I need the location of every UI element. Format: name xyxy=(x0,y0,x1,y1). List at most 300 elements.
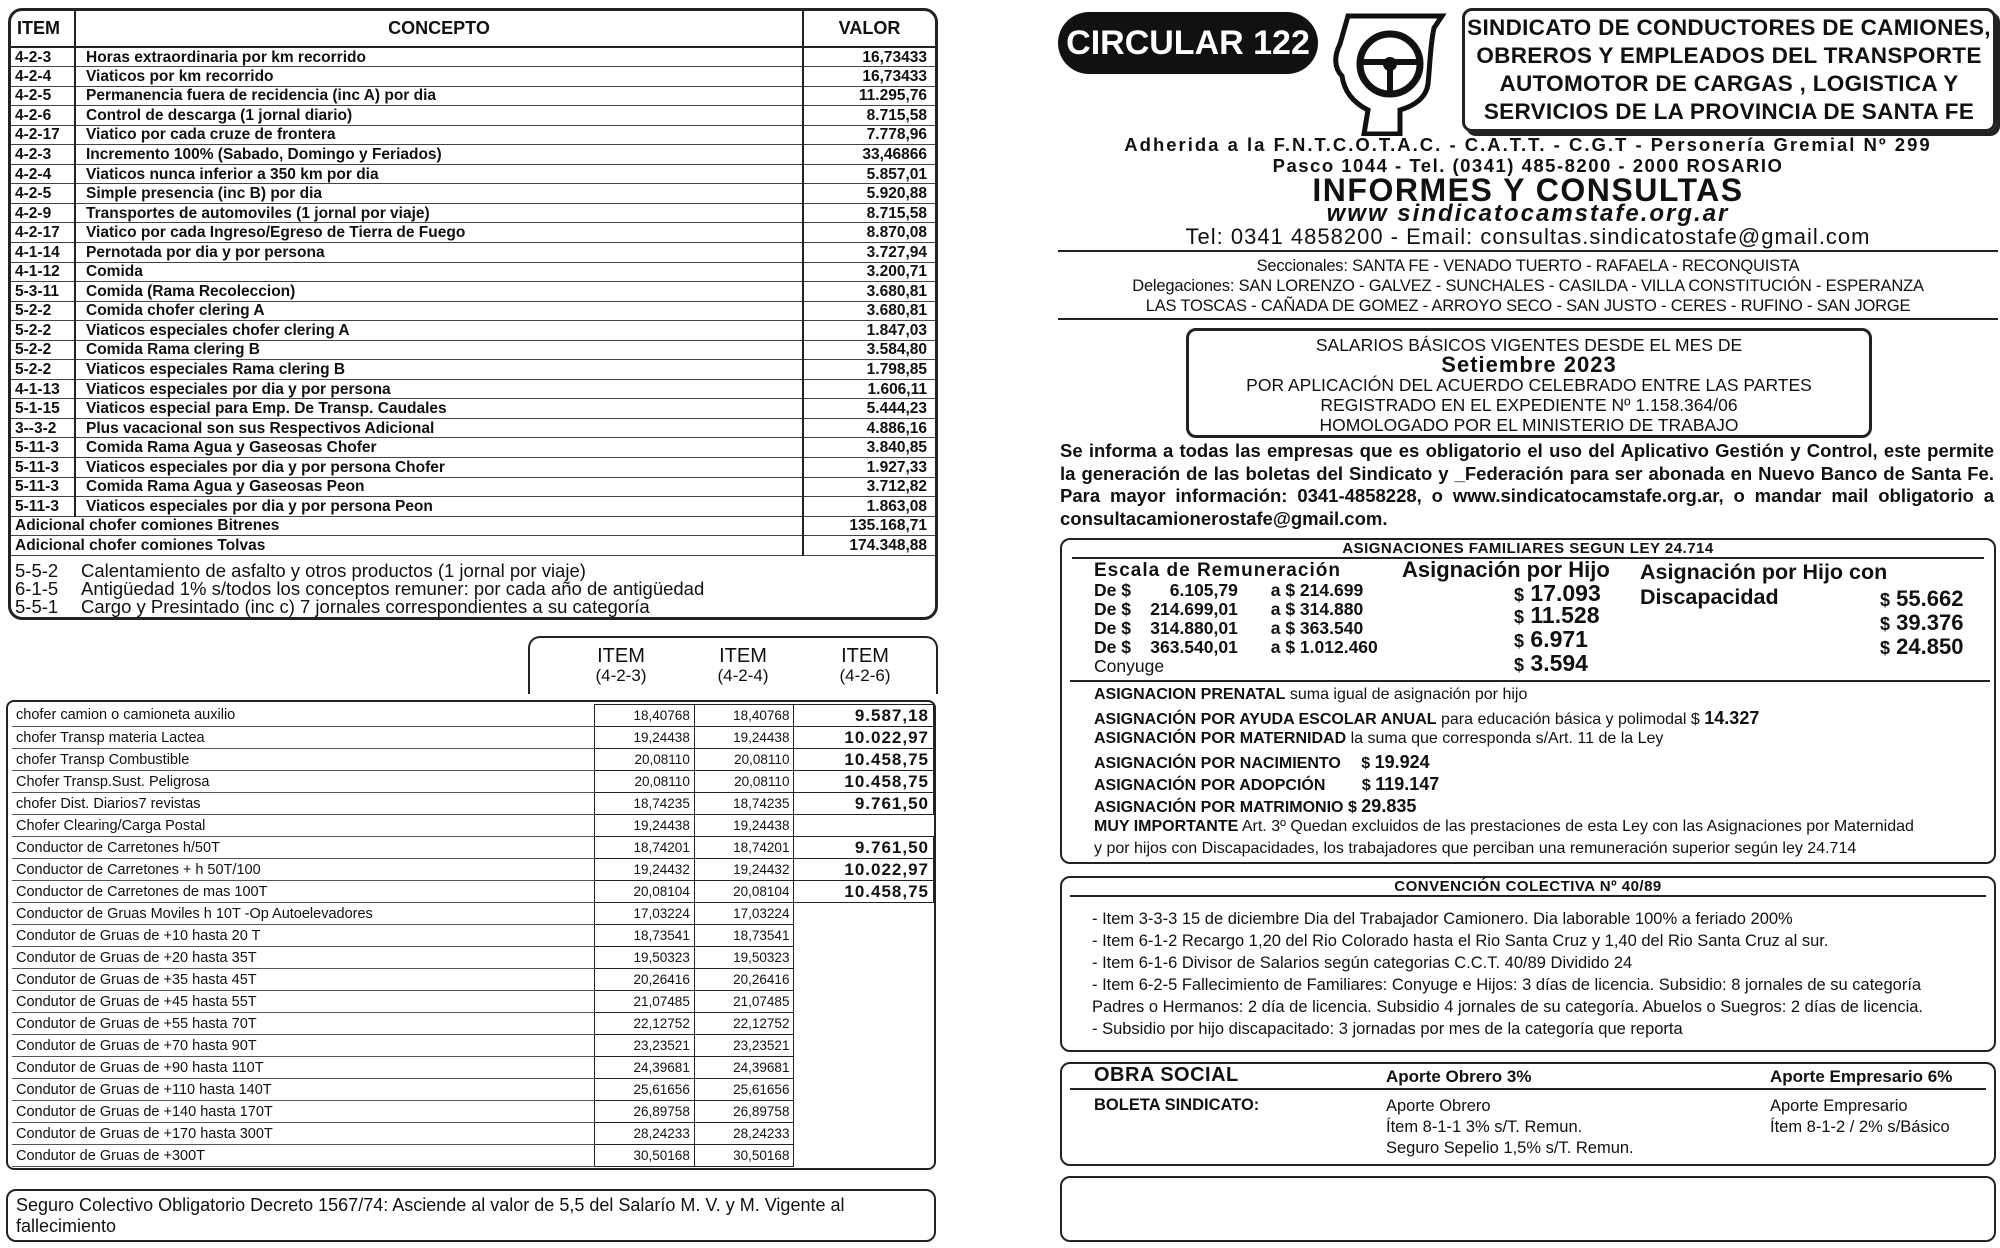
item-concepto: Viaticos especiales por dia y por persona xyxy=(75,379,803,399)
wage-category: Condutor de Gruas de +70 hasta 90T xyxy=(12,1035,595,1057)
wage-4-2-3: 20,08110 xyxy=(595,771,695,793)
wage-4-2-4: 18,73541 xyxy=(694,925,794,947)
convencion-box xyxy=(1060,876,1996,1052)
wage-category: Condutor de Gruas de +55 hasta 70T xyxy=(12,1013,595,1035)
wage-4-2-4: 30,50168 xyxy=(694,1145,794,1167)
wage-row xyxy=(12,947,934,969)
importante-line-2: y por hijos con Discapacidades, los trabajadores que perciban una remuneración superior según ley 24.714 xyxy=(1094,840,1857,857)
wage-row xyxy=(12,903,934,925)
discapacidad-amount: $ 39.376 xyxy=(1880,610,1964,635)
wage-4-2-6 xyxy=(794,1035,934,1057)
note-text: Cargo y Presintado (inc c) 7 jornales correspondientes a su categoría xyxy=(81,595,650,617)
wage-row xyxy=(12,837,934,859)
wage-category: Chofer Transp.Sust. Peligrosa xyxy=(12,771,595,793)
wage-4-2-6: 10.022,97 xyxy=(794,727,934,749)
item-concepto: Viaticos especiales chofer clering A xyxy=(75,321,803,341)
wage-4-2-4: 20,08104 xyxy=(694,881,794,903)
wage-4-2-6 xyxy=(794,991,934,1013)
divider xyxy=(1058,318,1998,320)
escala-label: Escala de Remuneración xyxy=(1094,560,1341,581)
wage-4-2-3: 25,61656 xyxy=(595,1079,695,1101)
wage-row xyxy=(12,1145,934,1167)
discapacidad-amount: $ 55.662 xyxy=(1880,586,1964,611)
obrero-line: Seguro Sepelio 1,5% s/T. Remun. xyxy=(1386,1139,1634,1157)
wage-4-2-3: 20,08104 xyxy=(595,881,695,903)
hijo-amount: $ 6.971 xyxy=(1514,626,1588,652)
wage-4-2-3: 26,89758 xyxy=(595,1101,695,1123)
convencion-line: - Item 6-2-5 Fallecimiento de Familiares: Conyuge e Hijos: 3 días de licencia. Subsidio: 8 jornales de su categoría xyxy=(1092,976,1922,994)
wage-4-2-4: 24,39681 xyxy=(694,1057,794,1079)
wage-4-2-4: 19,24438 xyxy=(694,727,794,749)
wage-row xyxy=(12,991,934,1013)
item-concepto: Comida chofer clering A xyxy=(75,301,803,321)
table-row xyxy=(11,497,935,517)
item-code: 5-11-3 xyxy=(11,497,75,517)
matrimonio-line: ASIGNACIÓN POR MATRIMONIO $ 29.835 xyxy=(1094,796,1417,816)
importante-line: MUY IMPORTANTE Art. 3º Quedan excluidos de las prestaciones de esta Ley con las Asignaciones por Maternidad xyxy=(1094,818,1914,835)
item-code: 4-2-5 xyxy=(11,184,75,204)
table-row xyxy=(11,379,935,399)
wage-row xyxy=(12,771,934,793)
empresario-lines xyxy=(1770,1096,1950,1138)
item-concepto: Viaticos especiales por dia y por persona Peon xyxy=(75,497,803,517)
wage-4-2-3: 19,24438 xyxy=(595,815,695,837)
item-code: 5-2-2 xyxy=(11,321,75,341)
note-code: 5-5-2 xyxy=(15,559,59,581)
item-code: 5-2-2 xyxy=(11,340,75,360)
col-header-4-2-6 xyxy=(839,646,890,686)
wage-category: Condutor de Gruas de +140 hasta 170T xyxy=(12,1101,595,1123)
wage-row xyxy=(12,1035,934,1057)
item-valor: 16,73433 xyxy=(803,47,935,67)
wage-4-2-4: 26,89758 xyxy=(694,1101,794,1123)
item-code: 5-2-2 xyxy=(11,301,75,321)
asignaciones-box xyxy=(1060,538,1996,864)
item-concepto: Incremento 100% (Sabado, Domingo y Feriados) xyxy=(75,145,803,165)
item-valor: 3.680,81 xyxy=(803,282,935,302)
convencion-title: CONVENCIÓN COLECTIVA Nº 40/89 xyxy=(1070,878,1986,897)
wage-category: Condutor de Gruas de +45 hasta 55T xyxy=(12,991,595,1013)
delegaciones-line: LAS TOSCAS - CAÑADA DE GOMEZ - ARROYO SECO - SAN JUSTO - CERES - RUFINO - SAN JORGE xyxy=(1145,297,1911,315)
item-valor: 11.295,76 xyxy=(803,86,935,106)
wage-4-2-4: 18,74201 xyxy=(694,837,794,859)
item-code: 5-11-3 xyxy=(11,477,75,497)
item-valor: 7.778,96 xyxy=(803,125,935,145)
item-concepto: Comida (Rama Recoleccion) xyxy=(75,282,803,302)
col-header-label: ITEM xyxy=(719,645,767,667)
wage-4-2-3: 18,74235 xyxy=(595,793,695,815)
item-concepto: Viaticos por km recorrido xyxy=(75,67,803,87)
wage-4-2-3: 20,26416 xyxy=(595,969,695,991)
item-concepto: Simple presencia (inc B) por dia xyxy=(75,184,803,204)
table-row xyxy=(11,125,935,145)
item-concepto: Adicional chofer comiones Tolvas xyxy=(11,536,803,556)
item-valor: 8.870,08 xyxy=(803,223,935,243)
wage-category: Conductor de Gruas Moviles h 10T -Op Autoelevadores xyxy=(12,903,595,925)
item-concepto: Comida Rama Agua y Gaseosas Peon xyxy=(75,477,803,497)
seguro-note: Seguro Colectivo Obligatorio Decreto 1567/74: Asciende al valor de 5,5 del Salarío M. V. y M. Vigente al fallecimiento xyxy=(6,1189,936,1242)
wage-row xyxy=(12,1057,934,1079)
item-code: 4-2-17 xyxy=(11,125,75,145)
wage-4-2-3: 21,07485 xyxy=(595,991,695,1013)
table-row xyxy=(11,457,935,477)
aporte-obrero-head: Aporte Obrero 3% xyxy=(1386,1067,1532,1086)
item-concepto: Adicional chofer comiones Bitrenes xyxy=(11,516,803,536)
table-row xyxy=(11,203,935,223)
wage-4-2-3: 18,74201 xyxy=(595,837,695,859)
item-code: 5-3-11 xyxy=(11,282,75,302)
table-row xyxy=(11,86,935,106)
wage-category: Condutor de Gruas de +300T xyxy=(12,1145,595,1167)
table-row xyxy=(11,223,935,243)
header-valor: VALOR xyxy=(803,11,935,47)
wage-4-2-3: 20,08110 xyxy=(595,749,695,771)
items-table-box xyxy=(8,8,938,620)
obra-social-title: OBRA SOCIAL xyxy=(1094,1064,1239,1086)
wage-4-2-4: 20,08110 xyxy=(694,749,794,771)
item-code: 3--3-2 xyxy=(11,418,75,438)
steering-wheel-logo-icon xyxy=(1330,6,1450,136)
wage-category: Condutor de Gruas de +35 hasta 45T xyxy=(12,969,595,991)
note-text: Antigüedad 1% s/todos los conceptos remuner: por cada año de antigüedad xyxy=(81,577,705,599)
table-row xyxy=(11,242,935,262)
item-code: 4-2-9 xyxy=(11,203,75,223)
wage-4-2-6: 10.458,75 xyxy=(794,881,934,903)
item-code: 5-1-15 xyxy=(11,399,75,419)
item-valor: 1.863,08 xyxy=(803,497,935,517)
item-code: 4-2-3 xyxy=(11,145,75,165)
table-row xyxy=(11,516,935,536)
divider xyxy=(1058,250,1998,252)
wage-4-2-6: 10.022,97 xyxy=(794,859,934,881)
wage-4-2-4: 18,40768 xyxy=(694,705,794,727)
item-concepto: Viaticos especial para Emp. De Transp. Caudales xyxy=(75,399,803,419)
hijo-amount: $ 11.528 xyxy=(1514,602,1600,628)
wage-category: Conductor de Carretones h/50T xyxy=(12,837,595,859)
hijo-amount: $ 17.093 xyxy=(1514,580,1601,606)
wage-row xyxy=(12,705,934,727)
header-concepto: CONCEPTO xyxy=(75,11,803,47)
divider xyxy=(1070,680,1990,682)
table-row xyxy=(11,360,935,380)
table-row xyxy=(11,145,935,165)
col-header-label: ITEM xyxy=(597,645,645,667)
note-text: Calentamiento de asfalto y otros productos (1 jornal por viaje) xyxy=(81,559,586,581)
nacimiento-line: ASIGNACIÓN POR NACIMIENTO $ 19.924 xyxy=(1094,752,1430,772)
wage-4-2-4: 19,24438 xyxy=(694,815,794,837)
item-code: 4-2-4 xyxy=(11,164,75,184)
table-row xyxy=(11,184,935,204)
wage-category: Conductor de Carretones + h 50T/100 xyxy=(12,859,595,881)
item-concepto: Comida Rama clering B xyxy=(75,340,803,360)
items-body xyxy=(11,47,935,555)
wage-4-2-6 xyxy=(794,1123,934,1145)
table-row xyxy=(11,438,935,458)
wage-4-2-4: 23,23521 xyxy=(694,1035,794,1057)
item-concepto: Horas extraordinaria por km recorrido xyxy=(75,47,803,67)
wage-4-2-3: 22,12752 xyxy=(595,1013,695,1035)
maternidad-line: ASIGNACIÓN POR MATERNIDAD la suma que corresponda s/Art. 11 de la Ley xyxy=(1094,730,1664,747)
wage-row xyxy=(12,969,934,991)
wage-4-2-6 xyxy=(794,903,934,925)
wage-4-2-4: 20,26416 xyxy=(694,969,794,991)
item-valor: 33,46866 xyxy=(803,145,935,165)
wage-category: Condutor de Gruas de +90 hasta 110T xyxy=(12,1057,595,1079)
item-valor: 3.727,94 xyxy=(803,242,935,262)
wage-4-2-4: 22,12752 xyxy=(694,1013,794,1035)
salarios-line: SALARIOS BÁSICOS VIGENTES DESDE EL MES DE xyxy=(1315,335,1743,355)
wage-4-2-3: 30,50168 xyxy=(595,1145,695,1167)
item-valor: 8.715,58 xyxy=(803,203,935,223)
table-row xyxy=(11,536,935,556)
item-concepto: Transportes de automoviles (1 jornal por viaje) xyxy=(75,203,803,223)
salarios-line: HOMOLOGADO POR EL MINISTERIO DE TRABAJO xyxy=(1319,415,1739,435)
item-concepto: Pernotada por dia y por persona xyxy=(75,242,803,262)
item-valor: 1.606,11 xyxy=(803,379,935,399)
informa-paragraph: Se informa a todas las empresas que es obligatorio el uso del Aplicativo Gestión y Control, este permite la generación de las boletas del Sindicato y _Federación para ser abonada en Nuevo Banco de Santa Fe. Para mayor información: 0341-4858228, o www.sindicatocamstafe.org.ar, o mandar mail obligatorio a consultacamionerostafe@gmail.com. xyxy=(1060,440,1994,529)
item-valor: 8.715,58 xyxy=(803,106,935,126)
wage-4-2-4: 19,50323 xyxy=(694,947,794,969)
item-code: 5-11-3 xyxy=(11,457,75,477)
scale-row: De $ 314.880,01 a $ 363.540 xyxy=(1094,618,1364,638)
wage-4-2-6: 9.587,18 xyxy=(794,705,934,727)
wage-row xyxy=(12,859,934,881)
wage-category: chofer Dist. Diarios7 revistas xyxy=(12,793,595,815)
obrero-line: Ítem 8-1-1 3% s/T. Remun. xyxy=(1386,1118,1583,1136)
table-row xyxy=(11,301,935,321)
wage-row xyxy=(12,1123,934,1145)
item-valor: 135.168,71 xyxy=(803,516,935,536)
header-item: ITEM xyxy=(11,11,75,47)
wage-4-2-3: 23,23521 xyxy=(595,1035,695,1057)
table-row xyxy=(11,47,935,67)
wage-4-2-4: 18,74235 xyxy=(694,793,794,815)
note-row xyxy=(15,595,931,617)
adherida-line: Adherida a la F.N.T.C.O.T.A.C. - C.A.T.T. - C.G.T - Personería Gremial Nº 299 xyxy=(1124,134,1932,155)
wage-category: chofer Transp Combustible xyxy=(12,749,595,771)
col-header-sub: (4-2-3) xyxy=(595,666,647,685)
item-concepto: Viaticos especiales Rama clering B xyxy=(75,360,803,380)
wages-column-headers xyxy=(528,636,938,694)
empresario-line: Aporte Empresario xyxy=(1770,1097,1908,1115)
wage-row xyxy=(12,815,934,837)
item-concepto: Viaticos especiales por dia y por persona Chofer xyxy=(75,457,803,477)
table-row xyxy=(11,321,935,341)
col-header-sub: (4-2-4) xyxy=(717,666,769,685)
item-code: 4-1-14 xyxy=(11,242,75,262)
wage-4-2-4: 28,24233 xyxy=(694,1123,794,1145)
wage-4-2-3: 18,73541 xyxy=(595,925,695,947)
item-valor: 1.798,85 xyxy=(803,360,935,380)
note-code: 6-1-5 xyxy=(15,577,59,599)
table-row xyxy=(11,418,935,438)
item-concepto: Plus vacacional son sus Respectivos Adicional xyxy=(75,418,803,438)
table-row xyxy=(11,477,935,497)
item-code: 4-2-3 xyxy=(11,47,75,67)
scale-row: De $ 363.540,01 a $ 1.012.460 xyxy=(1094,637,1378,657)
union-name-box xyxy=(1462,8,1996,132)
obra-social-box xyxy=(1060,1062,1996,1166)
item-valor: 4.886,16 xyxy=(803,418,935,438)
wage-4-2-3: 28,24233 xyxy=(595,1123,695,1145)
wage-4-2-6: 9.761,50 xyxy=(794,837,934,859)
wage-4-2-3: 17,03224 xyxy=(595,903,695,925)
item-code: 5-11-3 xyxy=(11,438,75,458)
item-code: 4-2-6 xyxy=(11,106,75,126)
contact-line[interactable]: Tel: 0341 4858200 - Email: consultas.sindicatostafe@gmail.com xyxy=(1185,224,1871,249)
item-valor: 5.920,88 xyxy=(803,184,935,204)
salarios-line: POR APLICACIÓN DEL ACUERDO CELEBRADO ENTRE LAS PARTES xyxy=(1246,375,1812,395)
wage-4-2-6 xyxy=(794,1079,934,1101)
item-valor: 3.680,81 xyxy=(803,301,935,321)
item-valor: 5.857,01 xyxy=(803,164,935,184)
wage-4-2-6 xyxy=(794,815,934,837)
wage-row xyxy=(12,925,934,947)
salarios-box xyxy=(1186,328,1872,438)
address-line: Pasco 1044 - Tel. (0341) 485-8200 - 2000 ROSARIO xyxy=(1272,155,1784,176)
item-code: 4-1-13 xyxy=(11,379,75,399)
wage-4-2-6: 10.458,75 xyxy=(794,749,934,771)
items-table xyxy=(11,11,935,556)
table-row xyxy=(11,262,935,282)
col-header-4-2-3 xyxy=(595,646,646,686)
item-valor: 3.840,85 xyxy=(803,438,935,458)
wage-4-2-3: 19,24432 xyxy=(595,859,695,881)
item-valor: 5.444,23 xyxy=(803,399,935,419)
item-valor: 1.847,03 xyxy=(803,321,935,341)
table-row xyxy=(11,399,935,419)
wage-category: chofer camion o camioneta auxilio xyxy=(12,705,595,727)
wage-row xyxy=(12,749,934,771)
wage-4-2-3: 24,39681 xyxy=(595,1057,695,1079)
item-valor: 3.712,82 xyxy=(803,477,935,497)
union-line: OBREROS Y EMPLEADOS DEL TRANSPORTE xyxy=(1476,43,1982,68)
item-valor: 174.348,88 xyxy=(803,536,935,556)
col-header-4-2-4 xyxy=(717,646,768,686)
informes-title: INFORMES Y CONSULTAS xyxy=(1312,172,1744,208)
escolar-line: ASIGNACIÓN POR AYUDA ESCOLAR ANUAL para educación básica y polimodal $ 14.327 xyxy=(1094,708,1760,728)
boleta-label: BOLETA SINDICATO: xyxy=(1094,1096,1260,1114)
delegaciones-line: Delegaciones: SAN LORENZO - GALVEZ - SUNCHALES - CASILDA - VILLA CONSTITUCIÓN - ESPERANZA xyxy=(1132,277,1924,295)
item-valor: 3.584,80 xyxy=(803,340,935,360)
item-concepto: Viatico por cada cruze de frontera xyxy=(75,125,803,145)
wage-4-2-6 xyxy=(794,925,934,947)
wage-4-2-6 xyxy=(794,1013,934,1035)
union-line: SINDICATO DE CONDUCTORES DE CAMIONES, xyxy=(1467,15,1991,40)
union-line: AUTOMOTOR DE CARGAS , LOGISTICA Y xyxy=(1499,71,1959,96)
item-concepto: Comida xyxy=(75,262,803,282)
convencion-line: - Item 6-1-6 Divisor de Salarios según categorias C.C.T. 40/89 Dividido 24 xyxy=(1092,954,1633,972)
wage-category: Condutor de Gruas de +20 hasta 35T xyxy=(12,947,595,969)
convencion-line: - Subsidio por hijo discapacitado: 3 jornadas por mes de la categoría que reporta xyxy=(1092,1020,1683,1038)
item-concepto: Permanencia fuera de recidencia (inc A) por dia xyxy=(75,86,803,106)
wage-4-2-6: 10.458,75 xyxy=(794,771,934,793)
wage-category: Condutor de Gruas de +10 hasta 20 T xyxy=(12,925,595,947)
wage-4-2-6 xyxy=(794,969,934,991)
wages-table xyxy=(12,704,934,1167)
wage-row xyxy=(12,1079,934,1101)
wage-4-2-6: 9.761,50 xyxy=(794,793,934,815)
obrero-line: Aporte Obrero xyxy=(1386,1097,1491,1115)
union-line: SERVICIOS DE LA PROVINCIA DE SANTA FE xyxy=(1483,99,1975,124)
wage-4-2-6 xyxy=(794,1057,934,1079)
empty-box xyxy=(1060,1176,1996,1242)
seccionales-line: Seccionales: SANTA FE - VENADO TUERTO - RAFAELA - RECONQUISTA xyxy=(1256,257,1800,275)
table-row xyxy=(11,106,935,126)
notes xyxy=(11,556,935,616)
prenatal-line: ASIGNACION PRENATAL suma igual de asignación por hijo xyxy=(1094,686,1528,703)
wage-4-2-3: 19,24438 xyxy=(595,727,695,749)
wage-category: Chofer Clearing/Carga Postal xyxy=(12,815,595,837)
item-valor: 1.927,33 xyxy=(803,457,935,477)
wage-4-2-6 xyxy=(794,1145,934,1167)
wage-row xyxy=(12,881,934,903)
item-valor: 3.200,71 xyxy=(803,262,935,282)
wage-4-2-4: 25,61656 xyxy=(694,1079,794,1101)
website-link[interactable]: www sindicatocamstafe.org.ar xyxy=(1326,200,1730,227)
item-concepto: Comida Rama Agua y Gaseosas Chofer xyxy=(75,438,803,458)
wage-4-2-3: 19,50323 xyxy=(595,947,695,969)
wage-4-2-4: 17,03224 xyxy=(694,903,794,925)
wage-row xyxy=(12,1013,934,1035)
discapacidad-amount: $ 24.850 xyxy=(1880,634,1964,659)
discapacidad-label: Asignación por Hijo con Discapacidad xyxy=(1640,560,1888,609)
convencion-line: Padres o Hermanos: 2 día de licencia. Subsidio 4 jornales de su categoría. Abuelos o Suegros: 2 días de licencia. xyxy=(1092,998,1924,1016)
circular-badge: CIRCULAR 122 xyxy=(1058,12,1318,74)
item-concepto: Control de descarga (1 jornal diario) xyxy=(75,106,803,126)
hijo-label: Asignación por Hijo xyxy=(1402,557,1610,582)
asignaciones-title: ASIGNACIONES FAMILIARES SEGUN LEY 24.714 xyxy=(1072,540,1984,559)
wages-table-box xyxy=(6,700,936,1170)
col-header-sub: (4-2-6) xyxy=(839,666,891,685)
seccionales-block xyxy=(1058,256,1998,316)
salarios-month: Setiembre 2023 xyxy=(1441,352,1617,377)
item-code: 5-2-2 xyxy=(11,360,75,380)
col-header-label: ITEM xyxy=(841,645,889,667)
item-concepto: Viaticos nunca inferior a 350 km por dia xyxy=(75,164,803,184)
scale-row: De $ 214.699,01 a $ 314.880 xyxy=(1094,599,1364,619)
item-code: 4-2-17 xyxy=(11,223,75,243)
wage-4-2-6 xyxy=(794,1101,934,1123)
table-row xyxy=(11,340,935,360)
wage-row xyxy=(12,1101,934,1123)
item-valor: 16,73433 xyxy=(803,67,935,87)
wage-category: Condutor de Gruas de +170 hasta 300T xyxy=(12,1123,595,1145)
salarios-line: REGISTRADO EN EL EXPEDIENTE Nº 1.158.364/06 xyxy=(1320,395,1738,415)
item-code: 4-2-4 xyxy=(11,67,75,87)
wage-category: chofer Transp materia Lactea xyxy=(12,727,595,749)
table-row xyxy=(11,67,935,87)
hijo-amount: $ 3.594 xyxy=(1514,650,1588,676)
convencion-line: - Item 6-1-2 Recargo 1,20 del Rio Colorado hasta el Rio Santa Cruz y 1,40 del Rio Santa Cruz al sur. xyxy=(1092,932,1829,950)
wage-category: Conductor de Carretones de mas 100T xyxy=(12,881,595,903)
scale-row: De $ 6.105,79 a $ 214.699 xyxy=(1094,580,1364,600)
wage-row xyxy=(12,727,934,749)
convencion-lines xyxy=(1092,908,1923,1040)
wage-4-2-3: 18,40768 xyxy=(595,705,695,727)
table-row xyxy=(11,164,935,184)
wage-4-2-4: 21,07485 xyxy=(694,991,794,1013)
item-code: 4-2-5 xyxy=(11,86,75,106)
wage-category: Condutor de Gruas de +110 hasta 140T xyxy=(12,1079,595,1101)
conyuge-label: Conyuge xyxy=(1094,656,1165,676)
convencion-line: - Item 3-3-3 15 de diciembre Dia del Trabajador Camionero. Dia laborable 100% a feriado 200% xyxy=(1092,910,1793,928)
table-row xyxy=(11,282,935,302)
item-concepto: Viatico por cada Ingreso/Egreso de Tierra de Fuego xyxy=(75,223,803,243)
wage-4-2-4: 20,08110 xyxy=(694,771,794,793)
empresario-line: Ítem 8-1-2 / 2% s/Básico xyxy=(1770,1118,1950,1136)
wage-row xyxy=(12,793,934,815)
